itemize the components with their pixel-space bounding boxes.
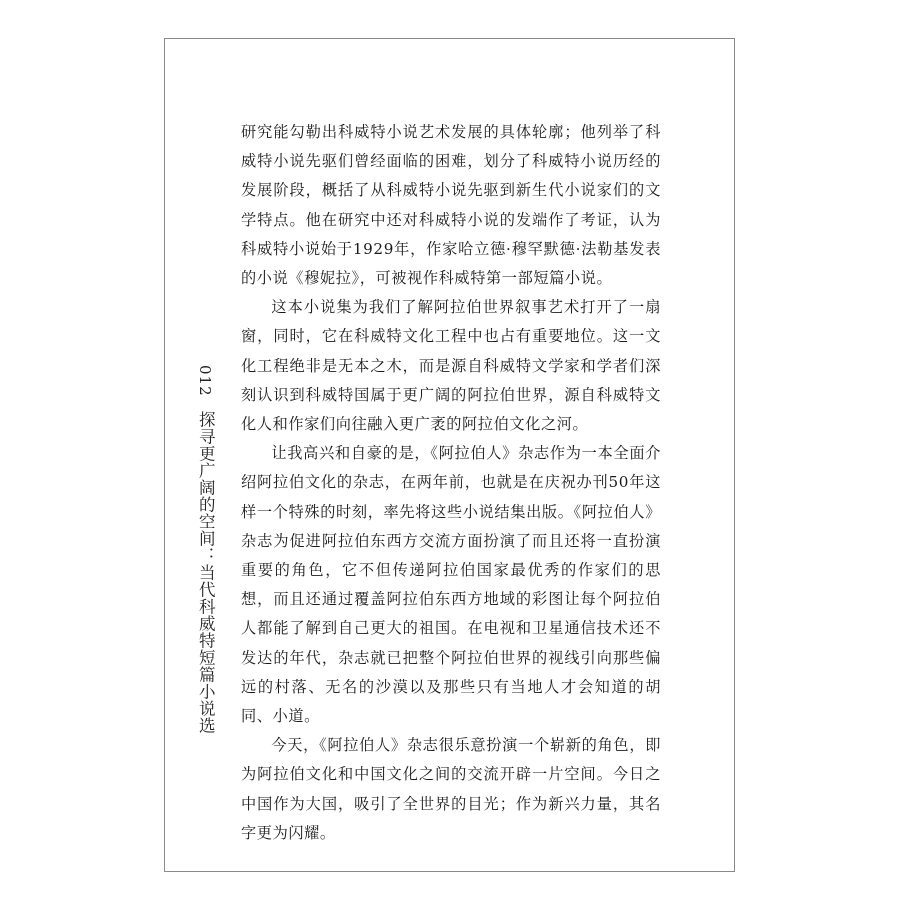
paragraph-2: 这本小说集为我们了解阿拉伯世界叙事艺术打开了一扇窗，同时，它在科威特文化工程中也占有重要地位。这一文化工程绝非是无本之木，而是源自科威特文学家和学者们深刻认识到科威特国属于更广阔的阿拉伯世界，源自科威特文化人和作家们向往融入更广袤的阿拉伯文化之河。: [241, 298, 661, 434]
page-number: 012: [196, 365, 214, 397]
body-text: [241, 118, 661, 848]
paragraph-1: 研究能勾勒出科威特小说艺术发展的具体轮廓；他列举了科威特小说先驱们曾经面临的困难，划分了科威特小说历经的发展阶段，概括了从科威特小说先驱到新生代小说家们的文学特点。他在研究中还对科威特小说的发端作了考证，认为科威特小说始于1929年，作家哈立德·穆罕默德·法勒基发表的小说《穆妮拉》，可被视作科威特第一部短篇小说。: [241, 123, 661, 288]
paragraph-3: 让我高兴和自豪的是，《阿拉伯人》杂志作为一本全面介绍阿拉伯文化的杂志，在两年前，也就是在庆祝办刊50年这样一个特殊的时刻，率先将这些小说结集出版。《阿拉伯人》杂志为促进阿拉伯东西方交流方面扮演了而且还将一直扮演重要的角色，它不但传递阿拉伯国家最优秀的作家们的思想，而且还通过覆盖阿拉伯东西方地域的彩图让每个阿拉伯人都能了解到自己更大的祖国。在电视和卫星通信技术还不发达的年代，杂志就已把整个阿拉伯世界的视线引向那些偏远的村落、无名的沙漠以及那些只有当地人才会知道的胡同、小道。: [241, 444, 661, 726]
running-head: [190, 365, 220, 734]
book-title: 探寻更广阔的空间：当代科威特短篇小说选: [196, 410, 216, 734]
paragraph-4: 今天，《阿拉伯人》杂志很乐意扮演一个崭新的角色，即为阿拉伯文化和中国文化之间的交流开辟一片空间。今日之中国作为大国，吸引了全世界的目光；作为新兴力量，其名字更为闪耀。: [241, 736, 661, 842]
